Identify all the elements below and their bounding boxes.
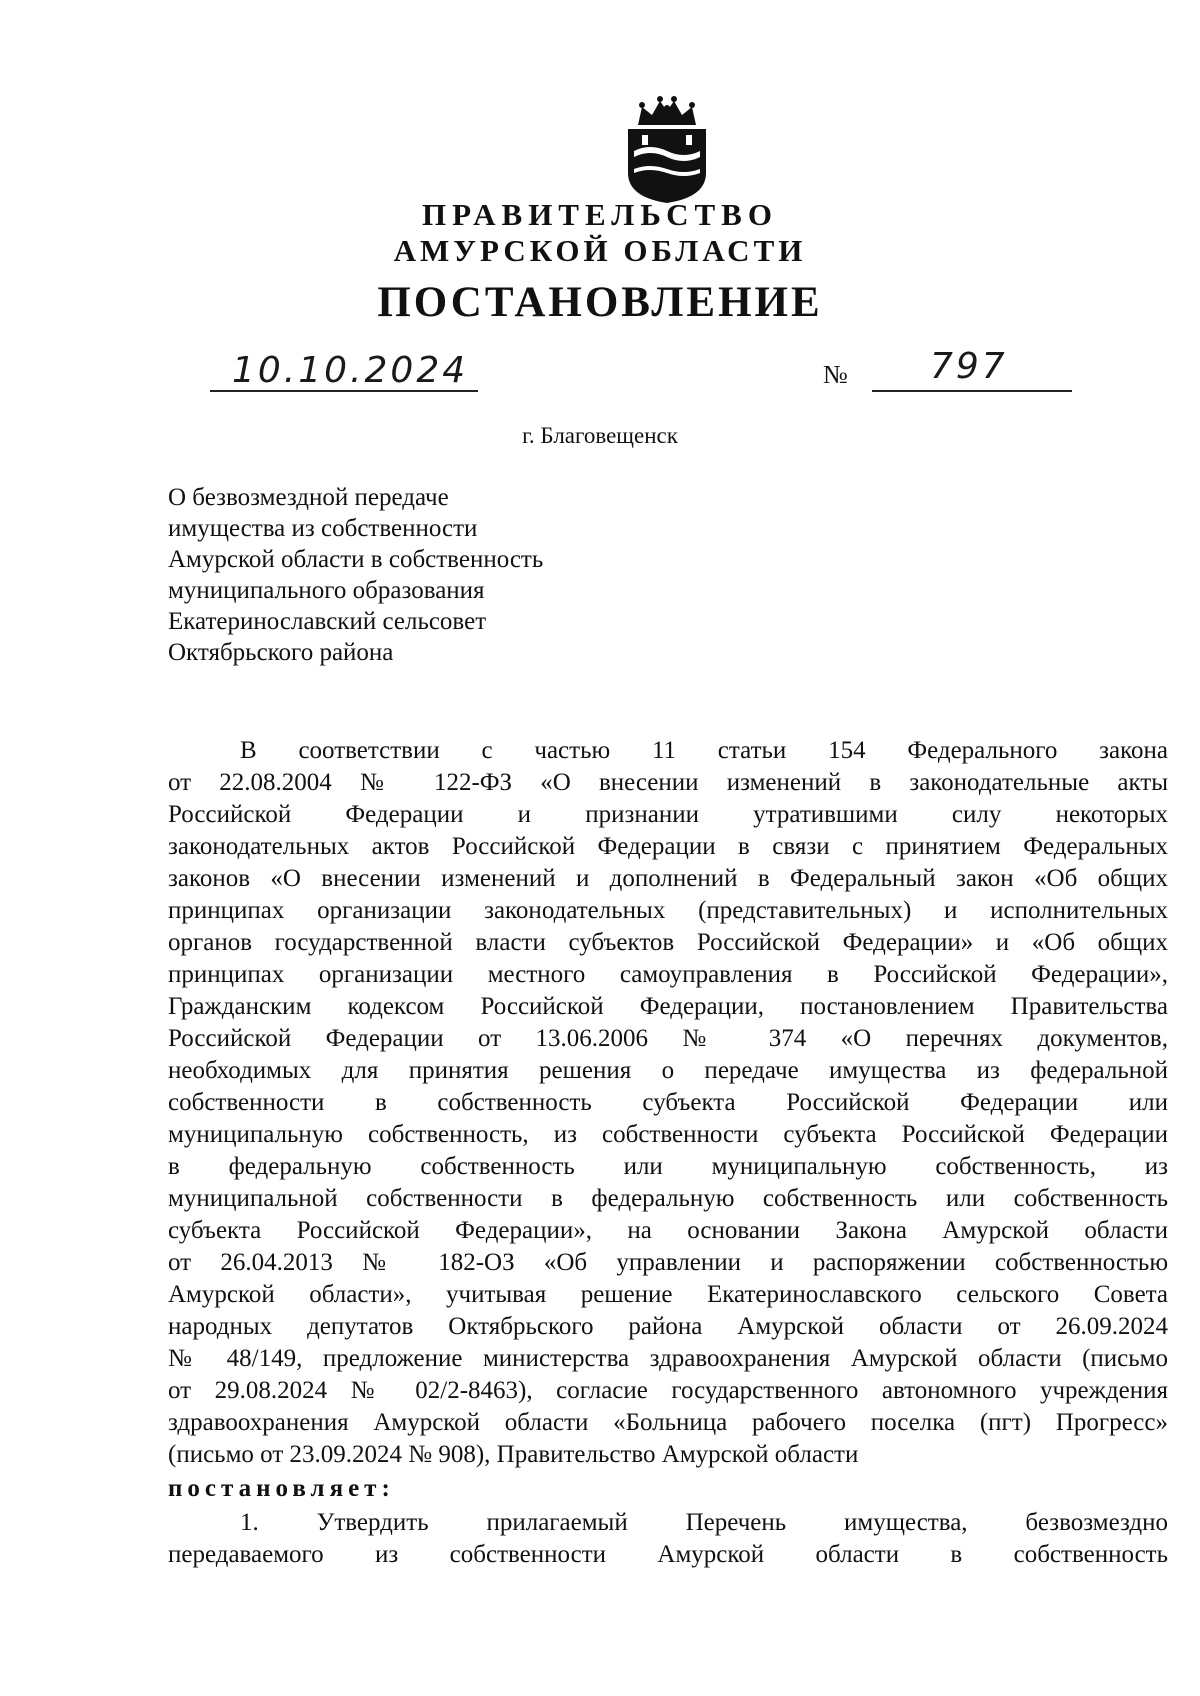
- subject-line: Екатеринославский сельсовет: [168, 608, 487, 635]
- preamble-line: (письмо от 23.09.2024 № 908), Правительство Амурской области: [168, 1441, 859, 1468]
- preamble-line: органов государственной власти субъектов Российской Федерации» и «Об общих: [168, 929, 1168, 956]
- preamble-line: № 48/149, предложение министерства здравоохранения Амурской области (письмо: [168, 1345, 1168, 1372]
- preamble-line: Российской Федерации от 13.06.2006 № 374 «О перечнях документов,: [168, 1025, 1168, 1052]
- subject-line: имущества из собственности: [168, 515, 478, 542]
- preamble-line: от 29.08.2024 № 02/2-8463), согласие государственного автономного учреждения: [168, 1377, 1168, 1404]
- subject-line: Октябрьского района: [168, 639, 394, 666]
- item-line: передаваемого из собственности Амурской области в собственность: [168, 1541, 1168, 1568]
- city: г. Благовещенск: [522, 423, 678, 448]
- preamble-line: в федеральную собственность или муниципальную собственность, из: [168, 1153, 1168, 1180]
- preamble-line: Амурской области», учитывая решение Екатеринославского сельского Совета: [168, 1281, 1168, 1308]
- date-underline: [210, 390, 478, 392]
- preamble-line: муниципальной собственности в федеральную собственность или собственность: [168, 1185, 1168, 1212]
- subject-line: О безвозмездной передаче: [168, 484, 449, 511]
- preamble-line: от 22.08.2004 № 122-ФЗ «О внесении изменений в законодательные акты: [168, 769, 1168, 796]
- preamble-line: В соответствии с частью 11 статьи 154 Федерального закона: [240, 737, 1168, 764]
- coat-of-arms-icon: [620, 95, 714, 205]
- document-type: ПОСТАНОВЛЕНИЕ: [377, 279, 823, 326]
- handwritten-date: 10.10.2024: [232, 350, 469, 391]
- preamble-line: народных депутатов Октябрьского района Амурской области от 26.09.2024: [168, 1313, 1168, 1340]
- decrees-word: постановляет:: [168, 1475, 395, 1502]
- preamble-line: Российской Федерации и признании утратившими силу некоторых: [168, 801, 1168, 828]
- preamble-line: субъекта Российской Федерации», на основании Закона Амурской области: [168, 1217, 1168, 1244]
- preamble-line: здравоохранения Амурской области «Больница рабочего поселка (пгт) Прогресс»: [168, 1409, 1168, 1436]
- subject-line: Амурской области в собственность: [168, 546, 544, 573]
- preamble-line: необходимых для принятия решения о передаче имущества из федеральной: [168, 1057, 1168, 1084]
- preamble-line: законодательных актов Российской Федерации в связи с принятием Федеральных: [168, 833, 1168, 860]
- preamble-line: принципах организации законодательных (представительных) и исполнительных: [168, 897, 1168, 924]
- item-1-paragraph: [168, 1507, 1168, 1571]
- preamble-line: муниципальную собственность, из собственности субъекта Российской Федерации: [168, 1121, 1168, 1148]
- preamble-line: от 26.04.2013 № 182-ОЗ «Об управлении и распоряжении собственностью: [168, 1249, 1168, 1276]
- org-title-line-2: АМУРСКОЙ ОБЛАСТИ: [393, 233, 807, 268]
- preamble-line: законов «О внесении изменений и дополнений в Федеральный закон «Об общих: [168, 865, 1168, 892]
- number-sign: №: [823, 360, 848, 389]
- number-underline: [872, 390, 1072, 392]
- preamble-paragraph: [168, 735, 1168, 1471]
- preamble-line: Гражданским кодексом Российской Федерации, постановлением Правительства: [168, 993, 1168, 1020]
- org-title-line-1: ПРАВИТЕЛЬСТВО: [422, 197, 778, 232]
- preamble-line: принципах организации местного самоуправления в Российской Федерации»,: [168, 961, 1168, 988]
- subject-line: муниципального образования: [168, 577, 485, 604]
- handwritten-number: 797: [930, 346, 1008, 387]
- subject-block: [168, 482, 543, 668]
- item-line: 1. Утвердить прилагаемый Перечень имущества, безвозмездно: [240, 1509, 1168, 1536]
- preamble-line: собственности в собственность субъекта Российской Федерации или: [168, 1089, 1168, 1116]
